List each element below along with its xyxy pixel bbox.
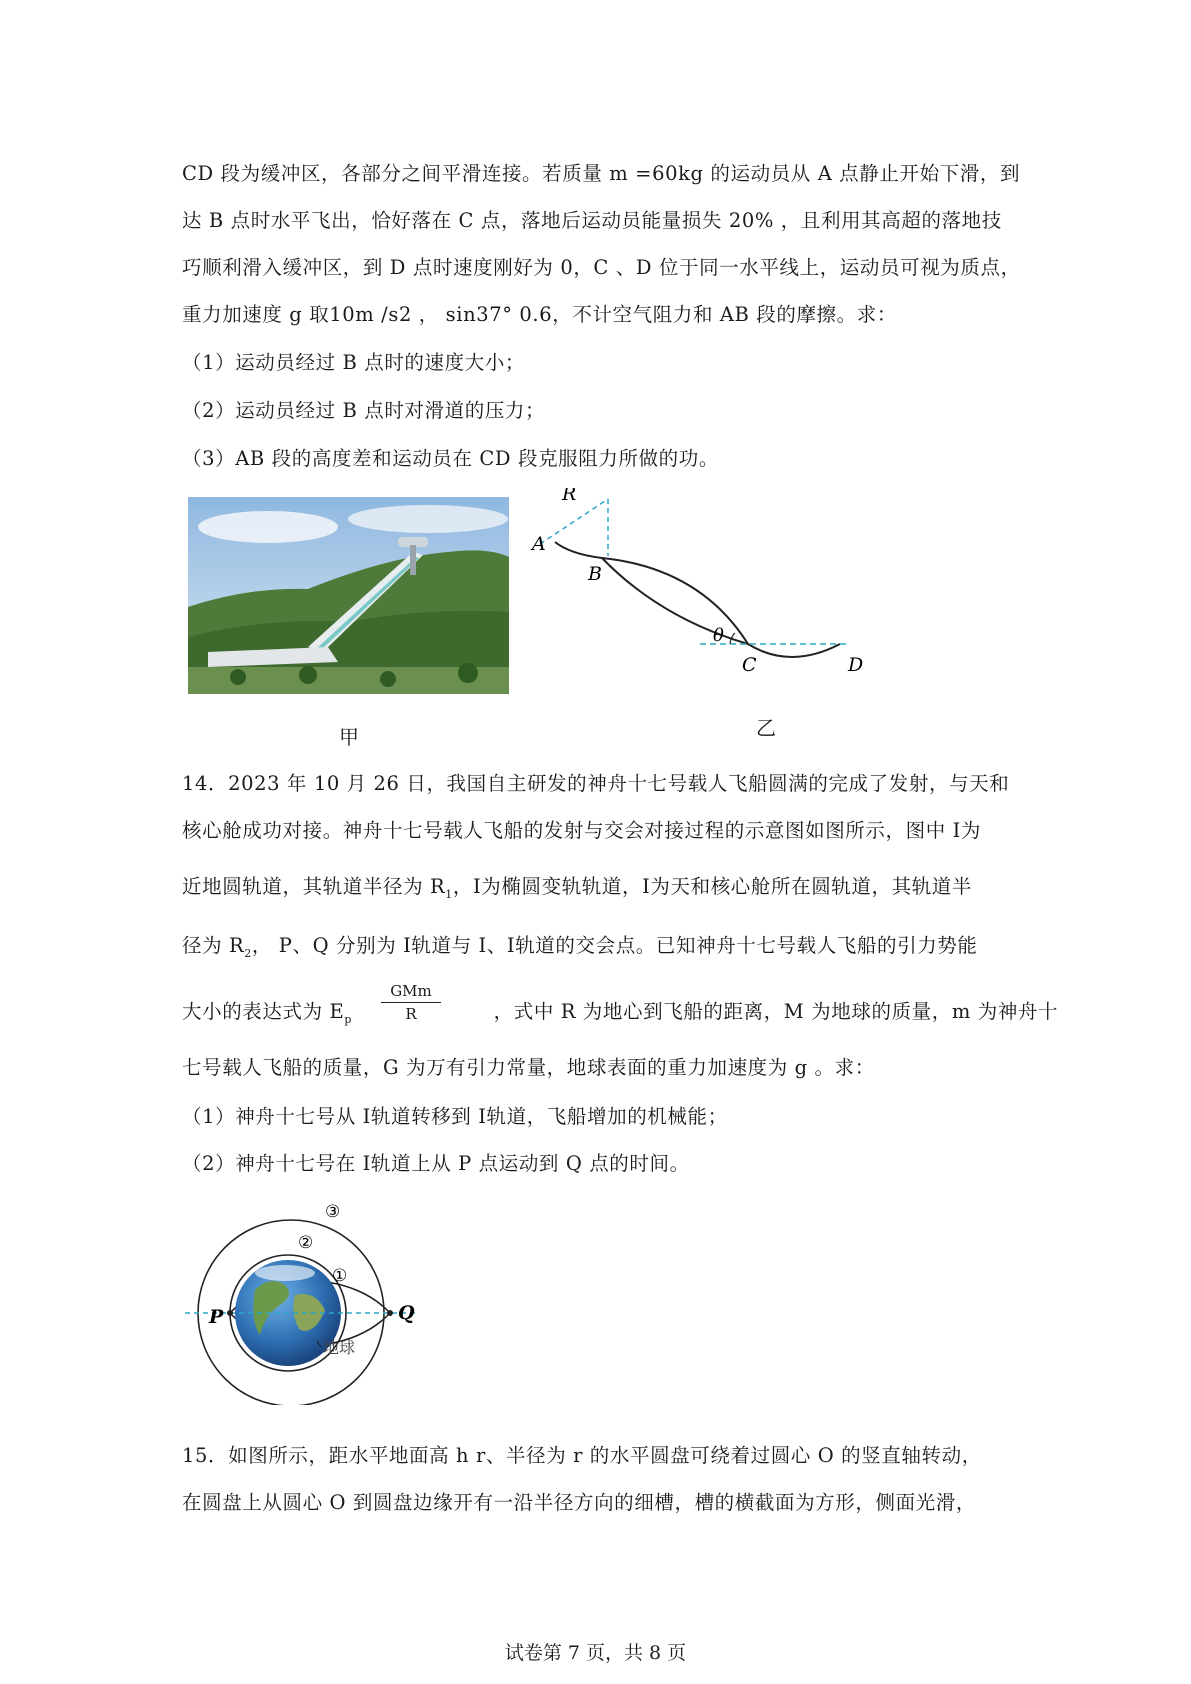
label-A: A: [532, 533, 546, 555]
q14-text-line-4: 径为 $R_2$， P、Q 分别为 Ⅰ轨道与 Ⅰ、Ⅰ轨道的交会点。已知神舟十七号载人飞船的引力势能: [182, 934, 978, 960]
earth-label: 地球: [323, 1338, 356, 1357]
fraction-numerator: GMm: [381, 982, 441, 1003]
q13-text-line-4: 重力加速度 g 取10m /s2 ， sin37° 0.6，不计空气阻力和 AB 段的摩擦。求：: [182, 303, 897, 326]
orbit-label-1: ①: [332, 1266, 348, 1286]
orbit-label-3: ③: [325, 1202, 341, 1222]
q13-subquestion-1: （1）运动员经过 B 点时的速度大小；: [182, 351, 526, 374]
q14-text-line-1: 14．2023 年 10 月 26 日，我国自主研发的神舟十七号载人飞船圆满的完成了发射，与天和: [182, 772, 1010, 795]
point-Q-label: Q: [398, 1302, 415, 1324]
q14-subquestion-2: （2）神舟十七号在 Ⅰ轨道上从 P 点运动到 Q 点的时间。: [182, 1152, 690, 1175]
page-footer: 试卷第 7 页，共 8 页: [504, 1642, 687, 1664]
ski-jump-photo: [188, 497, 509, 694]
q13-subquestion-3: （3）AB 段的高度差和运动员在 CD 段克服阻力所做的功。: [182, 447, 719, 470]
q14-text-line-3: 近地圆轨道，其轨道半径为 $R_1$，Ⅰ为椭圆变轨轨道，Ⅰ为天和核心舱所在圆轨道，其轨道半: [182, 875, 972, 901]
potential-energy-fraction: [381, 982, 441, 1023]
q13-text-line-2: 达 B 点时水平飞出，恰好落在 C 点，落地后运动员能量损失 20% ，且利用其高超的落地技: [182, 209, 1002, 232]
caption-yi: 乙: [756, 716, 776, 740]
label-B: B: [588, 563, 602, 585]
track-diagram: [530, 488, 870, 678]
q15-text-line-2: 在圆盘上从圆心 O 到圆盘边缘开有一沿半径方向的细槽，槽的横截面为方形，侧面光滑，: [182, 1491, 976, 1514]
q14-subquestion-1: （1）神舟十七号从 Ⅰ轨道转移到 Ⅰ轨道，飞船增加的机械能；: [182, 1105, 728, 1128]
q14-text-line-5: 大小的表达式为 $E_p$ ，式中 R 为地心到飞船的距离，M 为地球的质量，m 为神舟十: [182, 1000, 1059, 1026]
q13-text-line-3: 巧顺利滑入缓冲区，到 D 点时速度刚好为 0，C 、D 位于同一水平线上，运动员可视为质点，: [182, 256, 1021, 279]
caption-jia: 甲: [339, 725, 359, 749]
label-theta: θ: [713, 625, 724, 646]
fraction-denominator: R: [405, 1005, 417, 1023]
label-C: C: [742, 654, 757, 676]
point-P-label: P: [209, 1306, 224, 1328]
orbit-diagram: [185, 1195, 445, 1405]
q15-text-line-1: 15．如图所示，距水平地面高 h r、半径为 r 的水平圆盘可绕着过圆心 O 的竖直轴转动，: [182, 1444, 982, 1467]
q13-subquestion-2: （2）运动员经过 B 点时对滑道的压力；: [182, 399, 546, 422]
q14-text-line-6: 七号载人飞船的质量，G 为万有引力常量，地球表面的重力加速度为 g 。求：: [182, 1056, 875, 1079]
q13-text-line-1: CD 段为缓冲区，各部分之间平滑连接。若质量 m =60kg 的运动员从 A 点静止开始下滑，到: [182, 162, 1021, 185]
orbit-label-2: ②: [298, 1233, 314, 1253]
q14-text-line-2: 核心舱成功对接。神舟十七号载人飞船的发射与交会对接过程的示意图如图所示，图中 Ⅰ为: [182, 819, 982, 842]
label-R: R: [562, 488, 577, 505]
label-D: D: [848, 654, 864, 676]
